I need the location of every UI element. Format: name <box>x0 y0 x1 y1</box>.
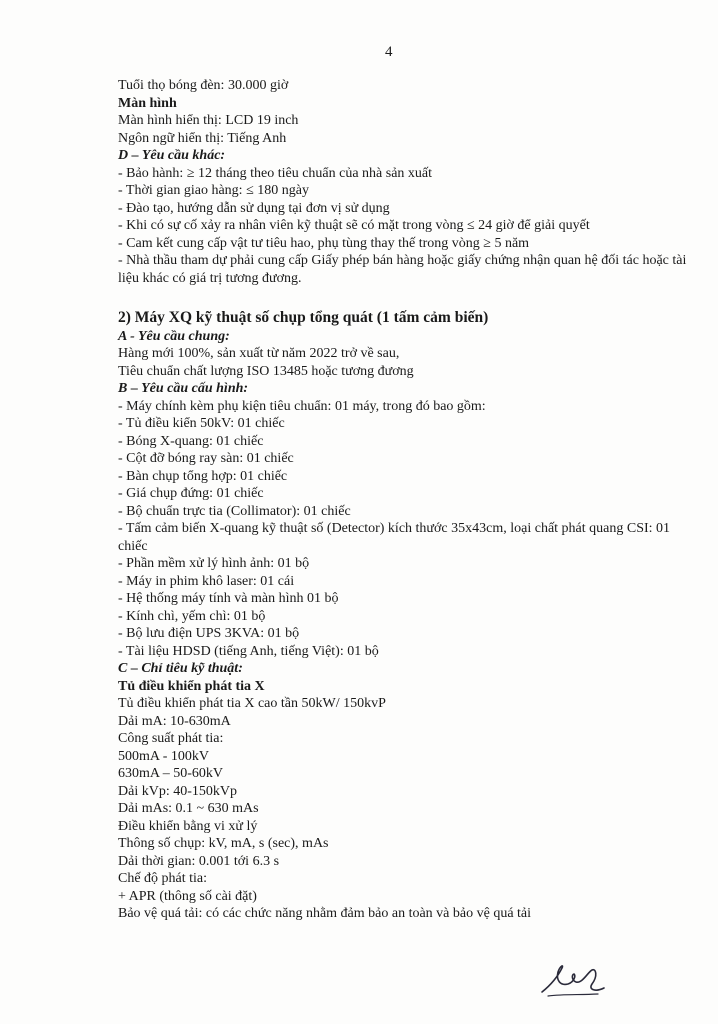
spec-line: Dải kVp: 40-150kVp <box>118 783 237 799</box>
handwritten-signature <box>538 954 608 1004</box>
list-item: - Bàn chụp tổng hợp: 01 chiếc <box>118 468 288 484</box>
list-item: - Máy in phim khô laser: 01 cái <box>118 573 295 589</box>
spec-line: Thông số chụp: kV, mA, s (sec), mAs <box>118 836 329 851</box>
spec-line: Điều khiển bằng vi xử lý <box>118 818 258 834</box>
spec-line: Công suất phát tia: <box>118 731 224 746</box>
spec-line: 630mA – 50-60kV <box>118 766 223 781</box>
text-line: Ngôn ngữ hiển thị: Tiếng Anh <box>118 130 287 146</box>
spec-line: 500mA - 100kV <box>118 748 209 764</box>
spec-line: Chế độ phát tia: <box>118 871 208 886</box>
list-item: - Bóng X-quang: 01 chiếc <box>118 433 264 449</box>
list-item: - Bộ lưu điện UPS 3KVA: 01 bộ <box>118 626 300 641</box>
list-item: - Bảo hành: ≥ 12 tháng theo tiêu chuẩn của nhà sản xuất <box>118 165 433 181</box>
document-body <box>118 77 698 923</box>
list-item: - Nhà thầu tham dự phải cung cấp Giấy phép bán hàng hoặc giấy chứng nhận quan hệ đối tác hoặc tài liệu khác có giá trị tương đương. <box>118 253 687 286</box>
general-requirements-heading: A - Yêu cầu chung: <box>118 328 230 344</box>
section-title: 2) Máy XQ kỹ thuật số chụp tổng quát (1 tấm cảm biến) <box>118 309 489 326</box>
list-item: - Phần mềm xử lý hình ảnh: 01 bộ <box>118 556 310 571</box>
spec-line: + APR (thông số cài đặt) <box>118 888 257 904</box>
specs-heading: C – Chỉ tiêu kỹ thuật: <box>118 661 243 676</box>
list-item: - Máy chính kèm phụ kiện tiêu chuẩn: 01 máy, trong đó bao gồm: <box>118 398 486 414</box>
spec-line: Dải mAs: 0.1 ~ 630 mAs <box>118 801 259 816</box>
list-item: - Giá chụp đứng: 01 chiếc <box>118 486 264 501</box>
display-heading: Màn hình <box>118 95 177 111</box>
spec-line: Tủ điều khiển phát tia X cao tần 50kW/ 150kvP <box>118 696 386 711</box>
text-line: Màn hình hiển thị: LCD 19 inch <box>118 113 299 128</box>
list-item: - Cam kết cung cấp vật tư tiêu hao, phụ tùng thay thế trong vòng ≥ 5 năm <box>118 235 530 251</box>
list-item: - Đào tạo, hướng dẫn sử dụng tại đơn vị sử dụng <box>118 200 390 216</box>
list-item: - Khi có sự cố xảy ra nhân viên kỹ thuật sẽ có mặt trong vòng ≤ 24 giờ để giải quyết <box>118 218 590 233</box>
list-item: - Kính chì, yếm chì: 01 bộ <box>118 608 266 624</box>
other-requirements-heading: D – Yêu cầu khác: <box>118 148 226 163</box>
list-item: - Thời gian giao hàng: ≤ 180 ngày <box>118 183 309 198</box>
spec-line: Dải thời gian: 0.001 tới 6.3 s <box>118 853 280 869</box>
specs-subheading: Tủ điều khiển phát tia X <box>118 678 265 694</box>
list-item: - Hệ thống máy tính và màn hình 01 bộ <box>118 591 339 606</box>
spec-line: Bảo vệ quá tải: có các chức năng nhằm đảm bảo an toàn và bảo vệ quá tải <box>118 906 532 921</box>
list-item: - Tài liệu HDSD (tiếng Anh, tiếng Việt): 01 bộ <box>118 643 379 659</box>
spec-line: Dải mA: 10-630mA <box>118 713 231 729</box>
list-item: - Tấm cảm biến X-quang kỹ thuật số (Detector) kích thước 35x43cm, loại chất phát quang CSI: 01 chiếc <box>118 521 671 554</box>
list-item: - Cột đỡ bóng ray sàn: 01 chiếc <box>118 451 294 466</box>
list-item: - Bộ chuẩn trực tia (Collimator): 01 chiếc <box>118 503 351 519</box>
text-line: Hàng mới 100%, sản xuất từ năm 2022 trở về sau, <box>118 346 400 361</box>
list-item: - Tủ điều kiển 50kV: 01 chiếc <box>118 416 285 431</box>
text-line: Tiêu chuẩn chất lượng ISO 13485 hoặc tương đương <box>118 363 414 379</box>
config-requirements-heading: B – Yêu cầu cấu hình: <box>118 381 249 396</box>
text-line: Tuổi thọ bóng đèn: 30.000 giờ <box>118 78 289 93</box>
page-number: 4 <box>385 44 393 60</box>
